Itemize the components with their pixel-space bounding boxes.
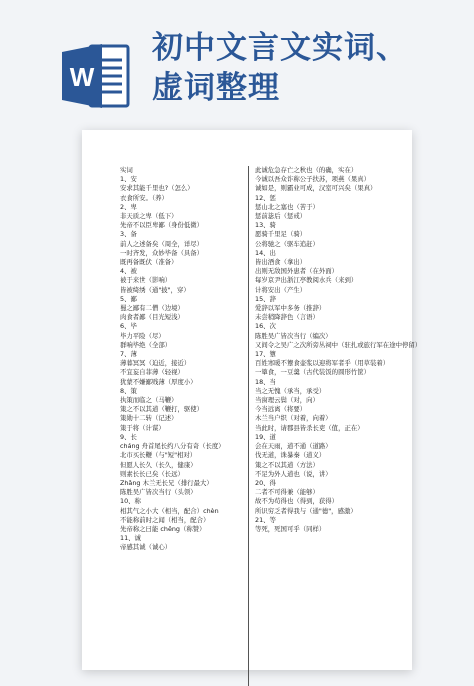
text-line: 出则无敌国外患者（在外面） xyxy=(255,267,339,276)
text-line: 执策而临之（马鞭） xyxy=(120,396,178,405)
word-app-icon xyxy=(60,40,132,112)
text-line: 会在天雨，道不通（道路） xyxy=(255,442,332,451)
text-line: 前人之述备矣（周全，详尽） xyxy=(120,239,204,248)
text-line: 则素长长已矣（长远） xyxy=(120,469,184,478)
text-line: 毕力平险（尽） xyxy=(120,331,165,340)
text-line: 1、安 xyxy=(120,175,137,184)
text-line: 肉食者鄙（目光短浅） xyxy=(120,313,184,322)
text-line: 衣食所安。（养） xyxy=(120,193,168,202)
text-line: 17、簟 xyxy=(255,350,276,359)
text-line: 7、薄 xyxy=(120,350,137,359)
text-line: 14、出 xyxy=(255,248,276,257)
text-line: 不足为外人道也（说，讲） xyxy=(255,469,332,478)
text-line: 4、被 xyxy=(120,267,137,276)
text-line: 策之不以其道（鞭打，驱使） xyxy=(120,405,204,414)
text-line: 未尝稍降辞色（言语） xyxy=(255,313,319,322)
text-line: 既再备既伏（准备） xyxy=(120,258,178,267)
text-line: 此诚危急存亡之秋也（的确，实在） xyxy=(255,166,358,174)
text-line: 8、策 xyxy=(120,386,137,395)
text-line: 不宜妄自菲薄（轻视） xyxy=(120,368,184,377)
text-line: 策勋十二转（记述） xyxy=(120,414,178,423)
text-line: 10、称 xyxy=(120,497,141,506)
title-line-1: 初中文言文实词、 xyxy=(152,30,408,66)
text-line: 策之不以其道（方法） xyxy=(255,460,319,469)
text-line: 16、次 xyxy=(255,322,276,331)
text-line: 愿骑千里足（骑） xyxy=(255,230,307,239)
text-line: 等死，死国可乎（同样） xyxy=(255,524,326,533)
text-line: 2、卑 xyxy=(120,202,137,211)
text-line: 陈胜吴广皆次当行（头领） xyxy=(120,488,197,497)
text-line: 先帝称之曰能 chēng（称赞） xyxy=(120,524,206,533)
text-line: 18、当 xyxy=(255,377,276,386)
text-line: 19、道 xyxy=(255,432,276,441)
text-line: 公将驰之（驱车追赶） xyxy=(255,239,319,248)
word-logo-letter: W xyxy=(69,62,95,92)
right-column xyxy=(255,166,422,534)
text-line: 3、备 xyxy=(120,230,137,239)
text-line: 11、诚 xyxy=(120,534,141,543)
text-line: 但愿人长久（长久，健康） xyxy=(120,460,197,469)
text-line: 先帝不以臣卑鄙（身份低微） xyxy=(120,221,204,230)
left-column xyxy=(120,166,248,553)
text-line: 惩山北之塞也（苦于） xyxy=(255,202,319,211)
text-line: 相其气之小大（相当，配合）chèn xyxy=(120,506,219,515)
text-line: 薄暮冥冥（迫近，接近） xyxy=(120,359,191,368)
document-page xyxy=(82,130,422,670)
text-line: 帝感其诚（诚心） xyxy=(120,543,172,552)
text-line: 诚如是，则霸业可成，汉室可兴矣（果真） xyxy=(255,184,377,193)
text-line: 被于来世（影响） xyxy=(120,276,172,285)
text-line: 13、骑 xyxy=(255,221,276,230)
text-line: 蜀之鄙有二僧（边境） xyxy=(120,304,184,313)
text-line: 当之无愧（承当，承受） xyxy=(255,386,326,395)
text-line: 当此时，请郡县皆杀长吏（值，正在） xyxy=(255,423,364,432)
text-line: 犹蒙不嫌鄙贱薄（厚度小） xyxy=(120,377,197,386)
text-line: 惩前毖后（惩戒） xyxy=(255,212,307,221)
text-line: 一时齐发，众妙毕备（具备） xyxy=(120,248,204,257)
text-line: 非天质之卑（低下） xyxy=(120,212,178,221)
text-line: 不能称前时之闻（相当，配合） xyxy=(120,515,210,524)
text-line: 所识穷乏者得我与（通"德"，感激） xyxy=(255,506,357,515)
text-line: 皆出酒食（拿出） xyxy=(255,258,307,267)
text-line: 群响毕绝（全部） xyxy=(120,340,172,349)
text-line: 21、等 xyxy=(255,515,276,524)
text-line: 百姓寒暖不簟食壶浆以迎将军者乎（用草装着） xyxy=(255,359,390,368)
text-line: 皆被绮绣（通"披"，穿） xyxy=(120,285,190,294)
text-line: 计将安出（产生） xyxy=(255,285,307,294)
text-line: 一簞食，一豆羹（古代装饭的圆形竹筐） xyxy=(255,368,371,377)
text-line: Zhǎng 木兰无长兄（排行最大） xyxy=(120,478,213,487)
text-line: 12、惩 xyxy=(255,193,276,202)
text-line: 15、辞 xyxy=(255,294,276,303)
text-line: 二者不可得兼（能够） xyxy=(255,488,319,497)
text-line: 安求其能千里也?（怎么） xyxy=(120,184,194,193)
text-line: 5、鄙 xyxy=(120,294,137,303)
title-line-2: 虚词整理 xyxy=(152,70,280,106)
text-line: 策于将（计谋） xyxy=(120,423,165,432)
text-line: 爱辞以军中多务（推辞） xyxy=(255,304,326,313)
text-line: 陈胜吴广皆次当行（编次） xyxy=(255,331,332,340)
text-line: 9、长 xyxy=(120,432,137,441)
text-line: 木兰当户织（对着，向着） xyxy=(255,414,332,423)
text-line: 6、毕 xyxy=(120,322,137,331)
text-line: 今诚以吾众诈称公子扶苏，项燕（果真） xyxy=(255,175,371,184)
text-line: cháng 舟首尾长约八分有奇（长度） xyxy=(120,442,225,451)
text-line: 伐无道，诛暴秦（道义） xyxy=(255,451,326,460)
text-line: 今当远离（将要） xyxy=(255,405,307,414)
page-title xyxy=(152,28,408,108)
text-line: 每岁京尹出浙江亭教阅水兵（来到） xyxy=(255,276,358,285)
text-line: 当窗理云鬓（对，向） xyxy=(255,396,319,405)
text-line: 又间令之吴广之次所旁丛祠中（驻扎或旅行军在途中停留） xyxy=(255,340,422,349)
text-line: 故不为苟得也（得到，获得） xyxy=(255,497,339,506)
column-divider xyxy=(248,166,249,686)
text-line: 北市买长鞭（与"短"相对） xyxy=(120,451,197,460)
text-line: 实词 xyxy=(120,166,133,174)
text-line: 20、得 xyxy=(255,478,276,487)
